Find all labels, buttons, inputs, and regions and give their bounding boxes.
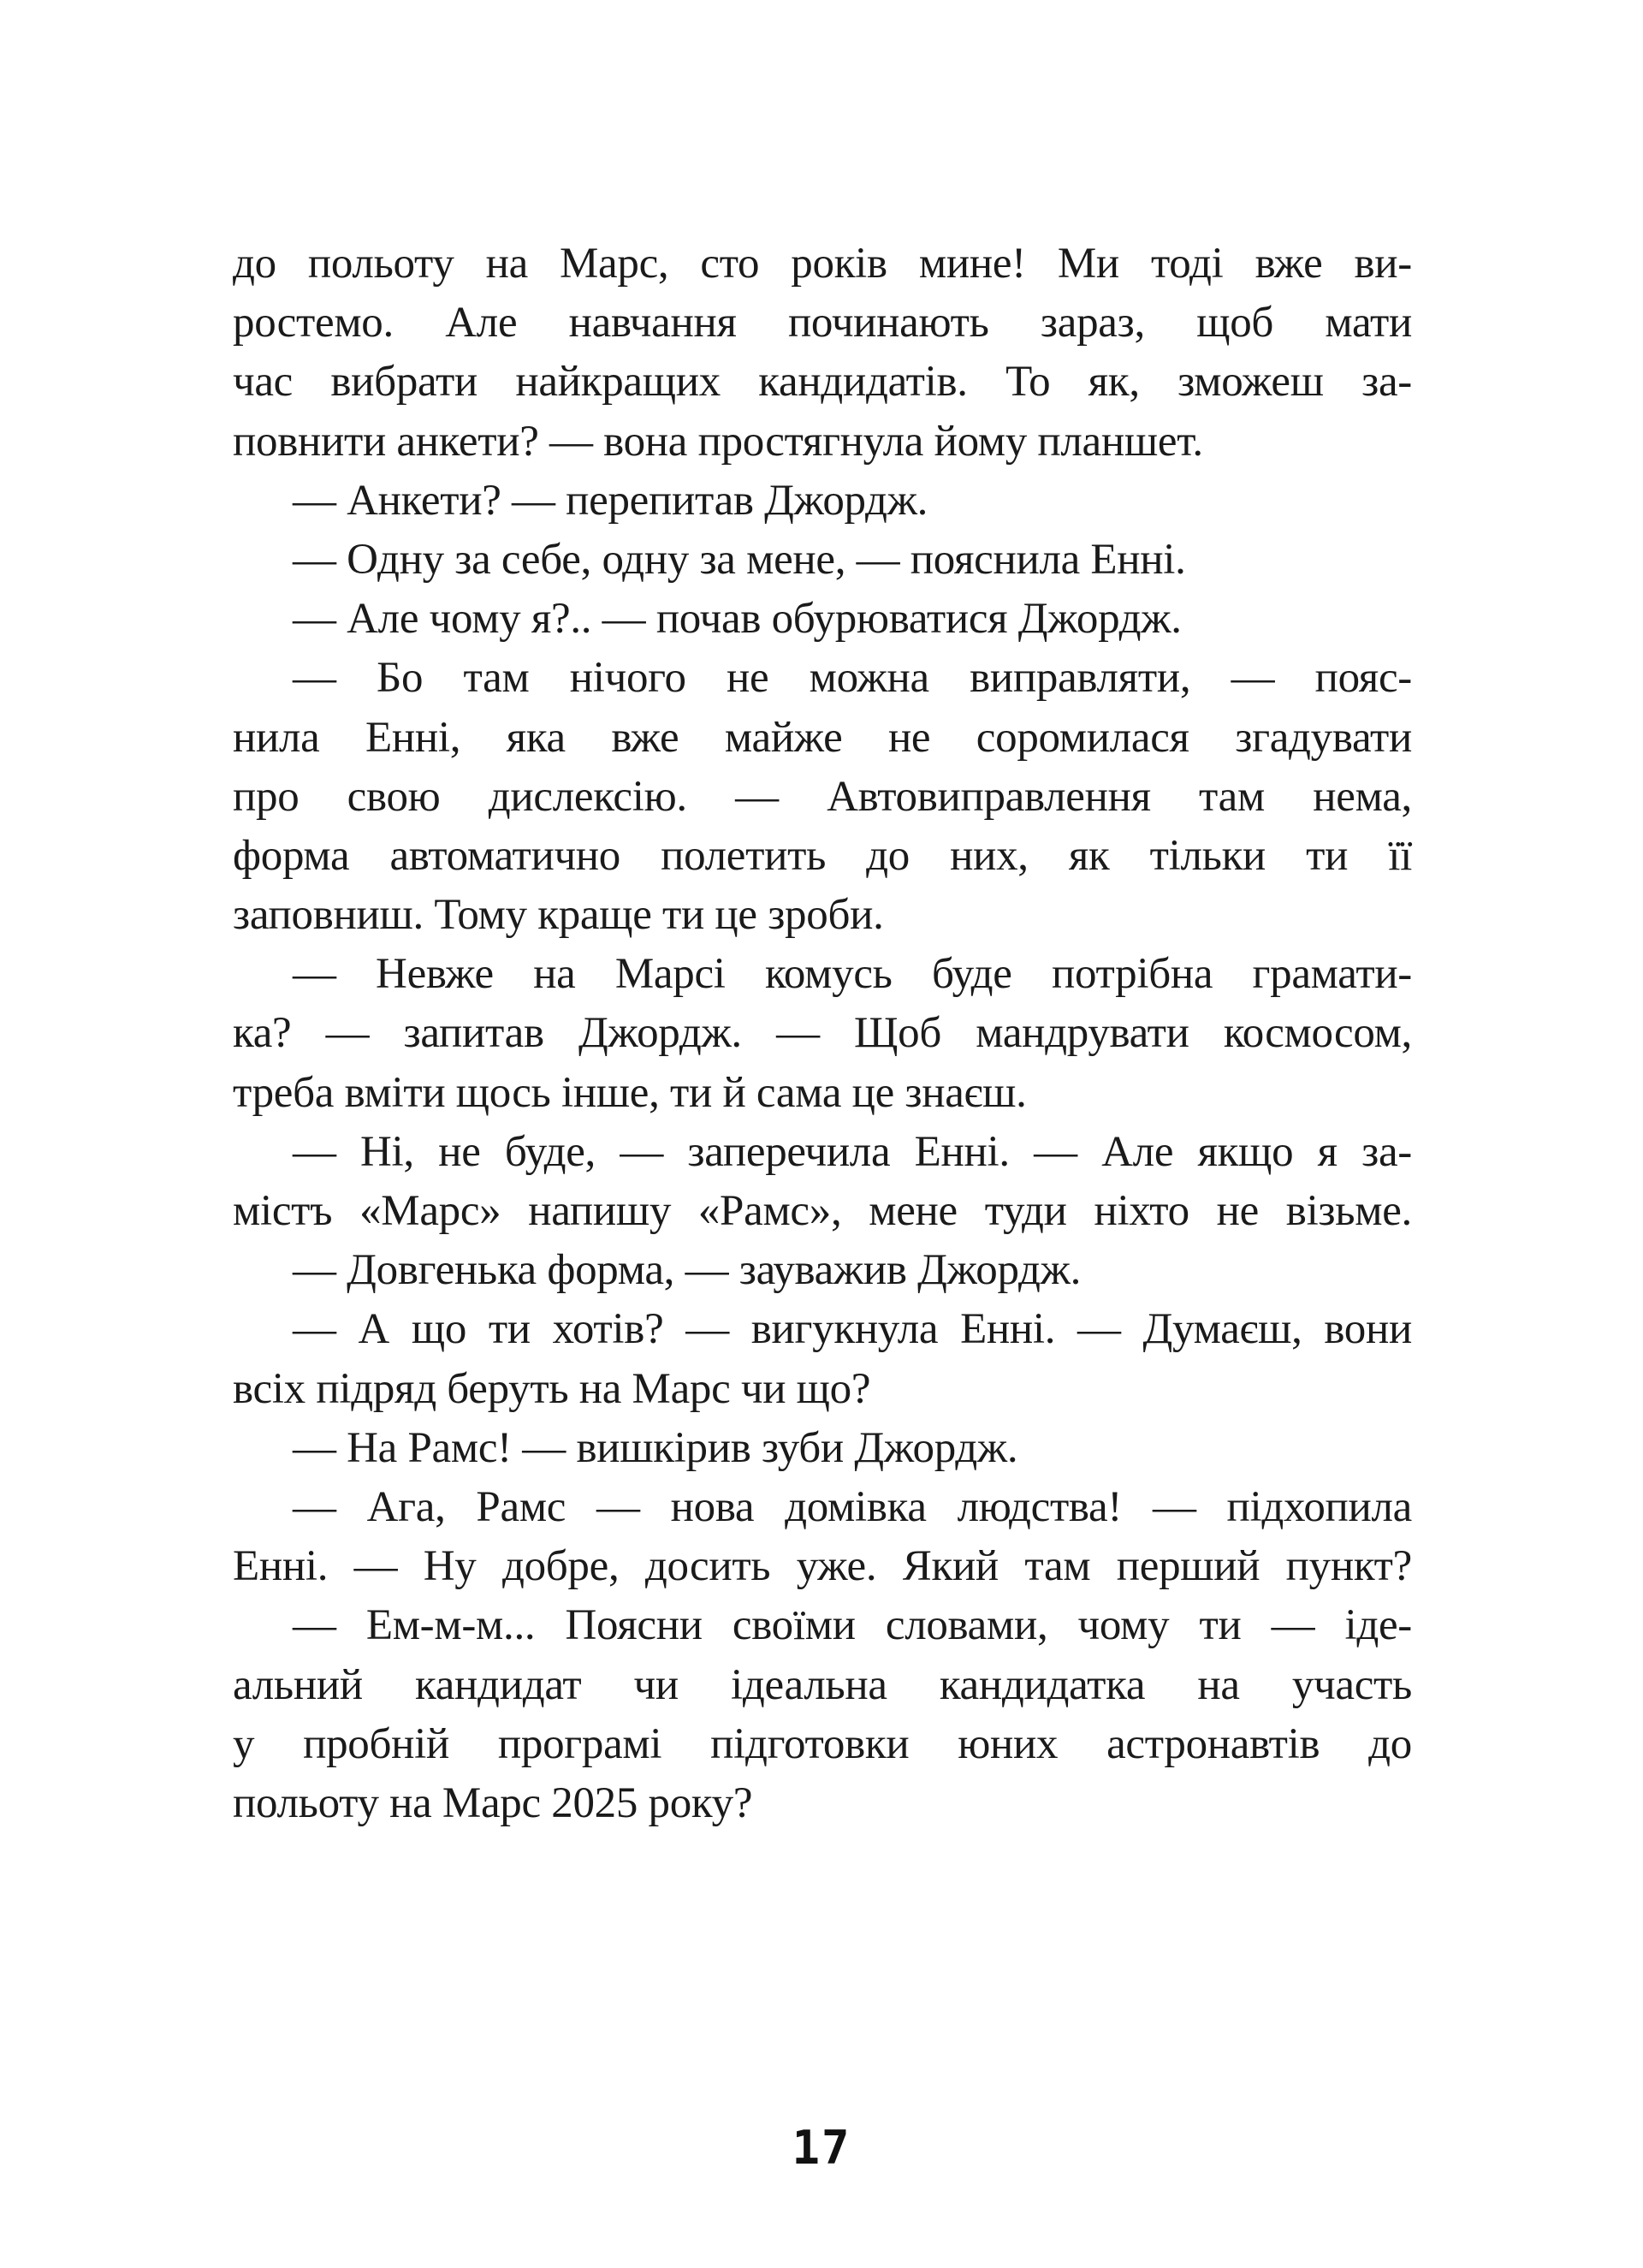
text-line: у пробній програмі підготовки юних астронавтів до	[233, 1719, 1412, 1768]
paragraph-first-line: — Ні, не буде, — заперечила Енні. — Але якщо я за-	[293, 1127, 1412, 1176]
text-line: альний кандидат чи ідеальна кандидатка на участь	[233, 1660, 1412, 1709]
paragraph-first-line: — А що ти хотів? — вигукнула Енні. — Думаєш, вони	[293, 1305, 1412, 1354]
text-line: заповниш. Тому краще ти це зроби.	[233, 891, 884, 940]
text-line: Енні. — Ну добре, досить уже. Який там перший пункт?	[233, 1542, 1412, 1591]
text-line: форма автоматично полетить до них, як тільки ти її	[233, 831, 1412, 880]
text-line: час вибрати найкращих кандидатів. То як, зможеш за-	[233, 358, 1412, 407]
body-text	[233, 235, 1412, 1833]
paragraph-first-line: — Невже на Марсі комусь буде потрібна грамати-	[293, 950, 1412, 999]
text-line: треба вміти щось інше, ти й сама це знаєш.	[233, 1068, 1027, 1117]
text-line: до польоту на Марс, сто років мине! Ми тоді вже ви-	[233, 240, 1412, 288]
paragraph-first-line: — Бо там нічого не можна виправляти, — пояс-	[293, 654, 1412, 703]
text-line: ка? — запитав Джордж. — Щоб мандрувати космосом,	[233, 1009, 1412, 1058]
paragraph-first-line: — Ем-м-м... Поясни своїми словами, чому ти — іде-	[293, 1601, 1412, 1650]
text-line: нила Енні, яка вже майже не соромилася згадувати	[233, 713, 1412, 762]
paragraph-first-line: — На Рамс! — вишкірив зуби Джордж.	[293, 1423, 1018, 1472]
text-line: всіх підряд беруть на Марс чи що?	[233, 1364, 871, 1413]
paragraph-first-line: — Анкети? — перепитав Джордж.	[293, 476, 928, 525]
text-line: ростемо. Але навчання починають зараз, щоб мати	[233, 299, 1412, 347]
page-number: 17	[792, 2121, 851, 2175]
paragraph-first-line: — Ага, Рамс — нова домівка людства! — підхопила	[293, 1482, 1412, 1531]
paragraph-first-line: — Одну за себе, одну за мене, — пояснила Енні.	[293, 535, 1186, 584]
text-line: повнити анкети? — вона простягнула йому планшет.	[233, 417, 1203, 466]
text-line: польоту на Марс 2025 року?	[233, 1778, 753, 1827]
paragraph-first-line: — Але чому я?.. — почав обурюватися Джордж.	[293, 595, 1182, 644]
text-line: містъ «Марс» напишу «Рамс», мене туди ніхто не візьме.	[233, 1187, 1412, 1235]
paragraph-first-line: — Довгенька форма, — зауважив Джордж.	[293, 1246, 1082, 1295]
text-line: про свою дислексію. — Автовиправлення там нема,	[233, 772, 1412, 821]
